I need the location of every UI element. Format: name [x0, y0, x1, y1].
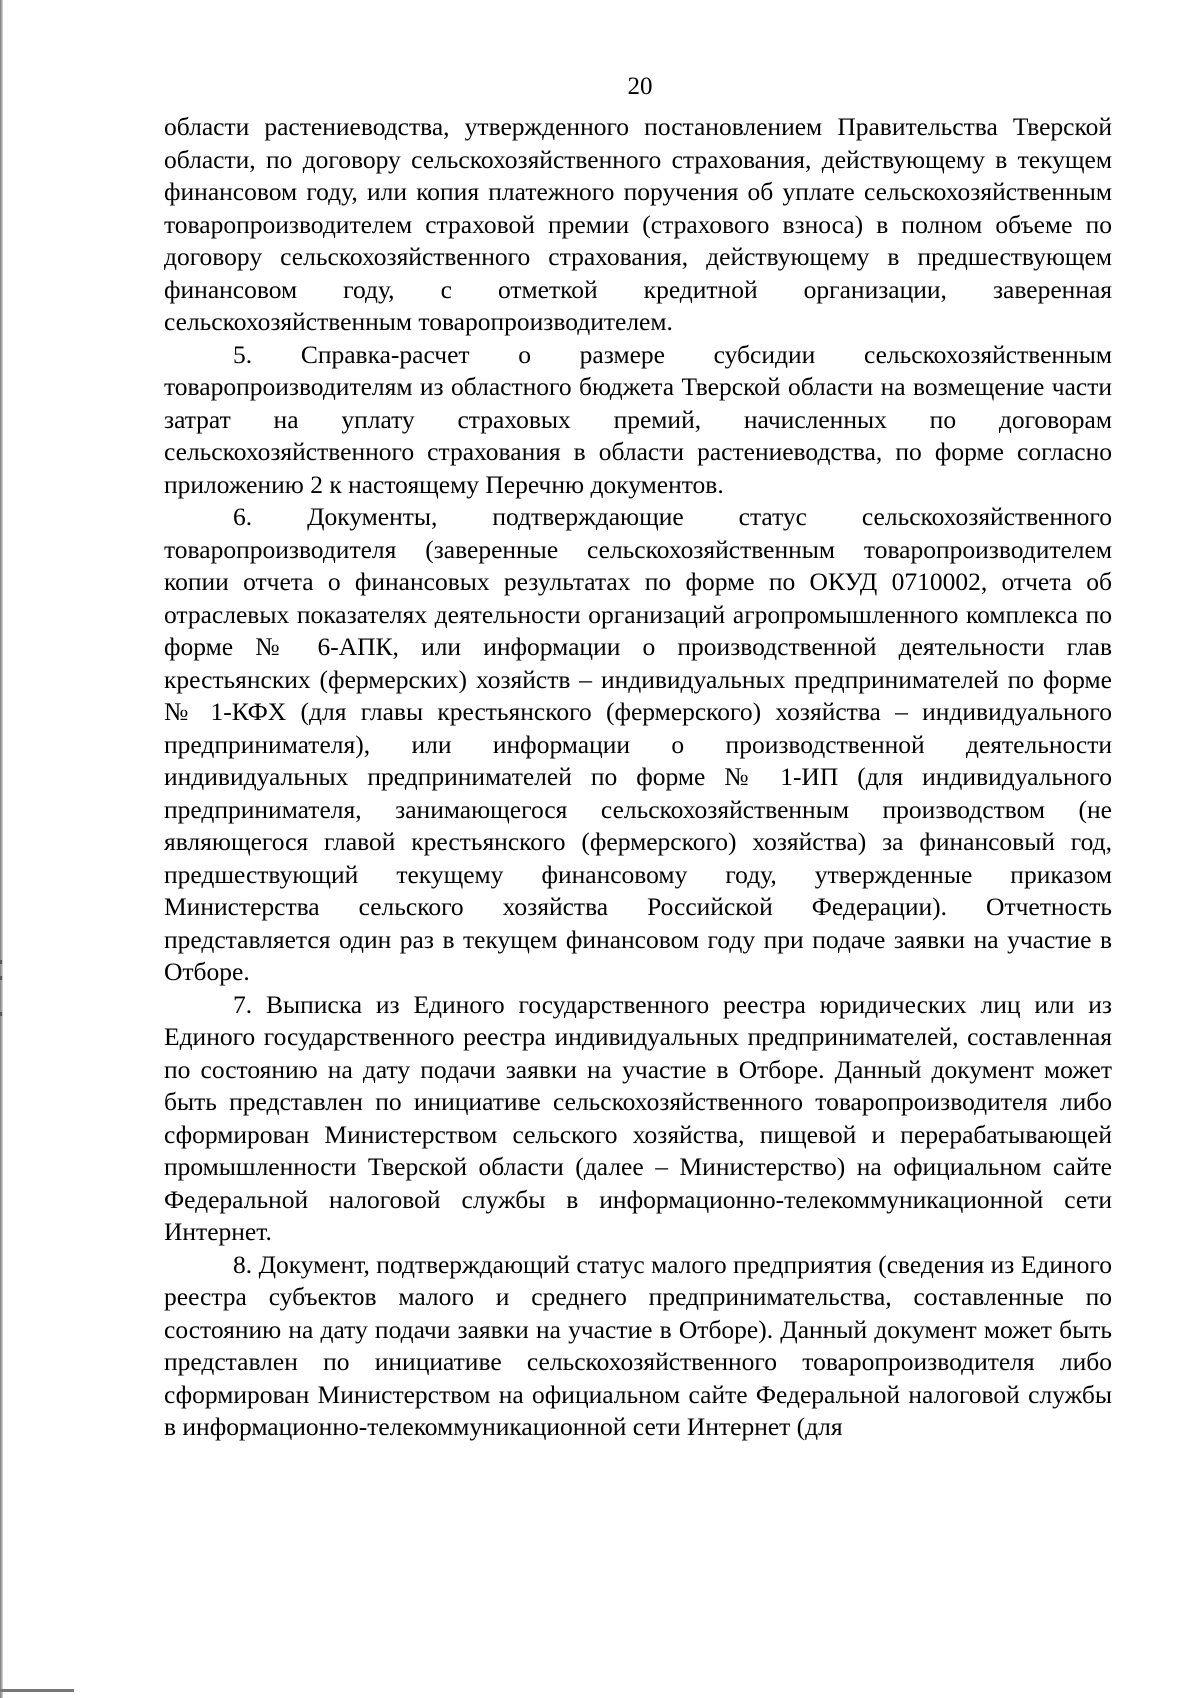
paragraph-item-7: 7. Выписка из Единого государственного реестра юридических лиц или из Единого государственного реестра индивидуальных предпринимателей, составленная по состоянию на дату подачи заявки на участие в Отборе. Данный документ может быть представлен по инициативе сельскохозяйственного товаропроизводителя либо сформирован Министерством сельского хозяйства, пищевой и перерабатывающей промышленности Тверской области (далее – Министерство) на официальном сайте Федеральной налоговой службы в информационно-телекоммуникационной сети Интернет. — [164, 989, 1112, 1246]
paragraph-continuation: области растениеводства, утвержденного постановлением Правительства Тверской области, по договору сельскохозяйственного страхования, действующему в текущем финансовом году, или копия платежного поручения об уплате сельскохозяйственным товаропроизводителем страховой премии (страхового взноса) в полном объеме по договору сельскохозяйственного страхования, действующему в предшествующем финансовом году, с отметкой кредитной организации, заверенная сельскохозяйственным товаропроизводителем. — [164, 112, 1112, 336]
document-body — [164, 111, 1112, 1444]
scan-mark — [0, 960, 2, 964]
paragraph-item-6: 6. Документы, подтверждающие статус сельскохозяйственного товаропроизводителя (заверенные сельскохозяйственным товаропроизводителем копии отчета о финансовых результатах по форме по ОКУД 0710002, отчета об отраслевых показателях деятельности организаций агропромышленного комплекса по форме № 6-АПК, или информации о производственной деятельности глав крестьянских (фермерских) хозяйств – индивидуальных предпринимателей по форме № 1-КФХ (для главы крестьянского (фермерского) хозяйства – индивидуального предпринимателя), или информации о производственной деятельности индивидуальных предпринимателей по форме № 1-ИП (для индивидуального предпринимателя, занимающегося сельскохозяйственным производством (не являющегося главой крестьянского (фермерского) хозяйства) за финансовый год, предшествующий текущему финансовому году, утвержденные приказом Министерства сельского хозяйства Российской Федерации). Отчетность представляется один раз в текущем финансовом году при подаче заявки на участие в Отборе. — [164, 502, 1112, 986]
scan-left-edge — [0, 0, 3, 1698]
scan-mark — [0, 1012, 2, 1016]
scan-bottom-mark — [0, 1689, 74, 1692]
page-number: 20 — [627, 73, 653, 100]
paragraph-item-5: 5. Справка-расчет о размере субсидии сельскохозяйственным товаропроизводителям из областного бюджета Тверской области на возмещение части затрат на уплату страховых премий, начисленных по договорам сельскохозяйственного страхования в области растениеводства, по форме согласно приложению 2 к настоящему Перечню документов. — [164, 339, 1112, 499]
scan-mark — [0, 976, 2, 980]
paragraph-item-8: 8. Документ, подтверждающий статус малого предприятия (сведения из Единого реестра субъектов малого и среднего предпринимательства, составленные по состоянию на дату подачи заявки на участие в Отборе). Данный документ может быть представлен по инициативе сельскохозяйственного товаропроизводителя либо сформирован Министерством на официальном сайте Федеральной налоговой службы в информационно-телекоммуникационной сети Интернет (для — [164, 1249, 1112, 1441]
